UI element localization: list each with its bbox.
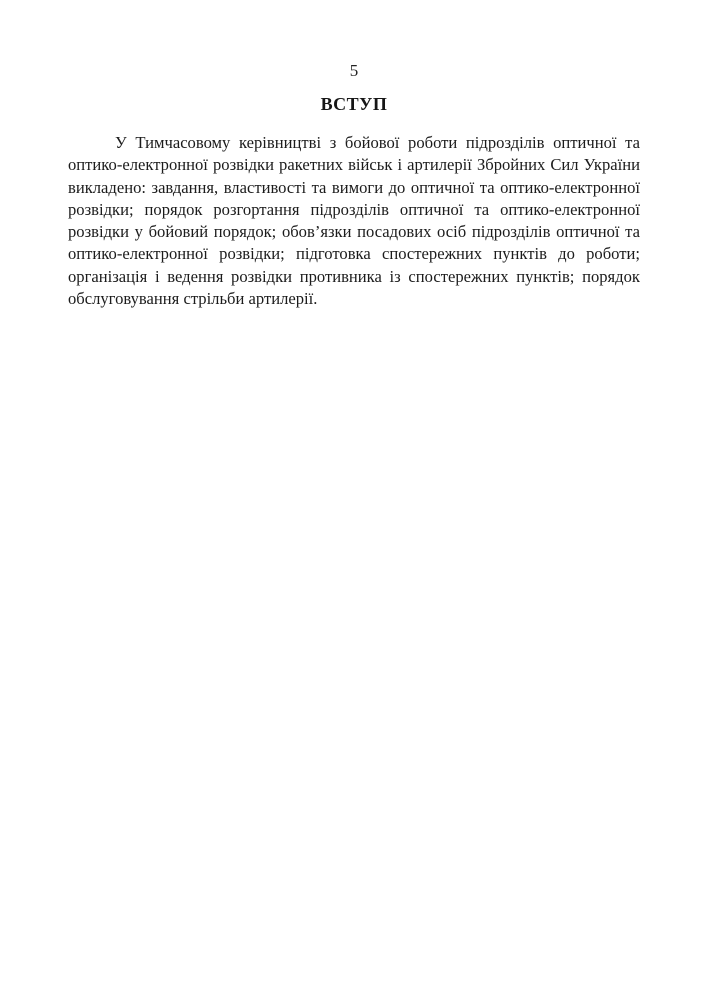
page-number: 5 [349,61,359,80]
page-content [68,62,640,310]
section-heading: ВСТУП [320,94,388,114]
body-paragraph: У Тимчасовому керівництві з бойової роботи підрозділів оптичної та оптико-електронної розвідки ракетних військ і артилерії Збройних Сил України викладено: завдання, властивості та вимоги до оптичної та оптико-електронної розвідки; порядок розгортання підрозділів оптичної та оптико-електронної розвідки у бойовий порядок; обов’язки посадових осіб підрозділів оптичної та оптико-електронної розвідки; підготовка спостережних пунктів до роботи; організація і ведення розвідки противника із спостережних пунктів; порядок обслуговування стрільби артилерії. [68,133,640,309]
